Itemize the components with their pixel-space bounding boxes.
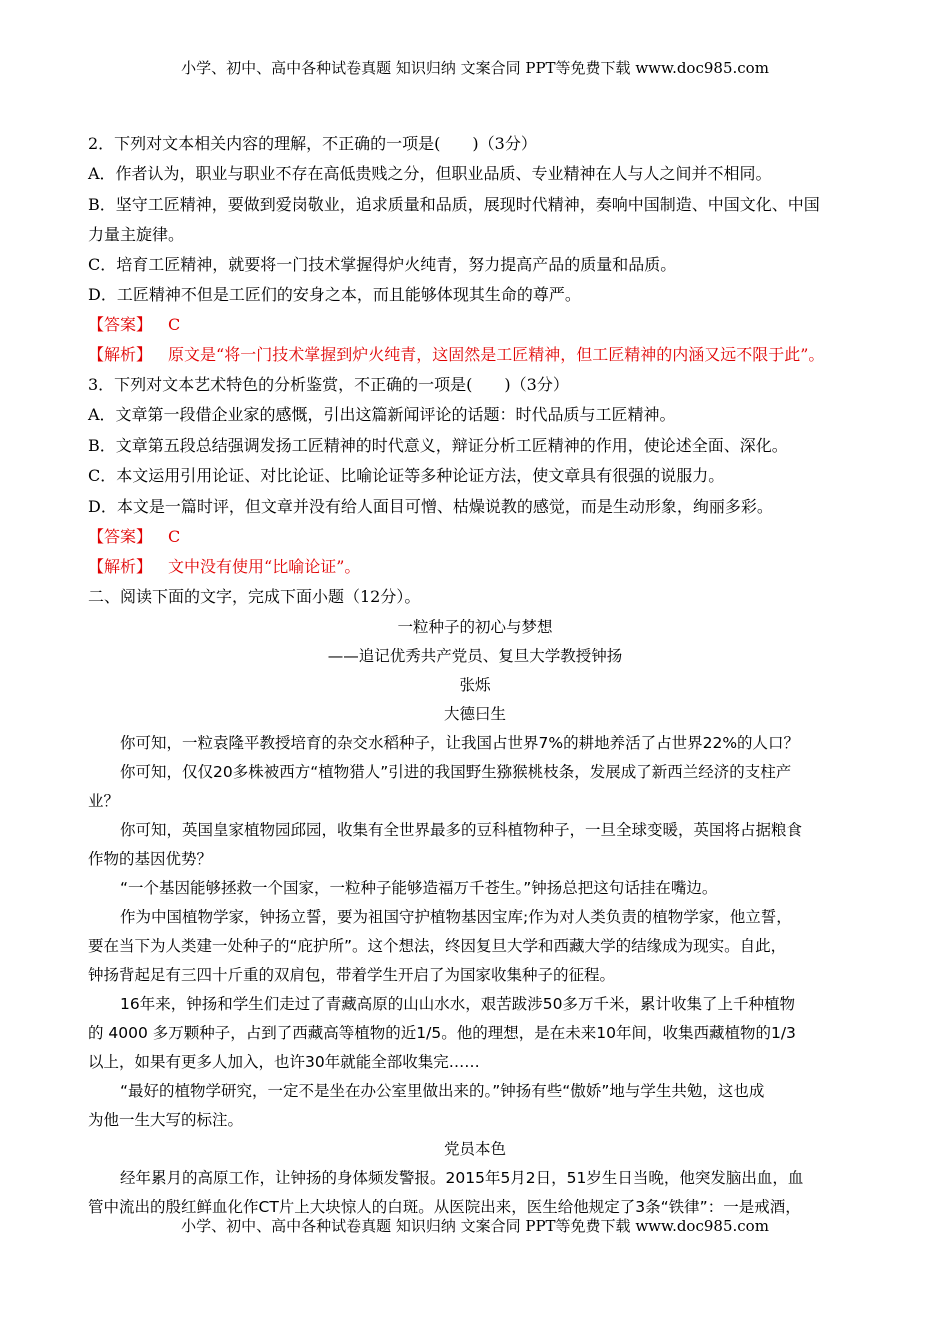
paragraph-cont: 以上，如果有更多人加入，也许30年就能全部收集完…… — [88, 1053, 480, 1071]
q3-option-b: B．文章第五段总结强调发扬工匠精神的时代意义，辩证分析工匠精神的作用，使论述全面、深化。 — [88, 436, 788, 455]
section2-heading: 二、阅读下面的文字，完成下面小题（12分）。 — [88, 587, 421, 606]
q3-option-d: D．本文是一篇时评，但文章并没有给人面目可憎、枯燥说教的感觉，而是生动形象，绚丽多彩。 — [88, 497, 773, 516]
paragraph-cont: 业？ — [88, 792, 120, 810]
paragraph-cont: 钟扬背起足有三四十斤重的双肩包，带着学生开启了为国家收集种子的征程。 — [88, 966, 616, 984]
article-title: 一粒种子的初心与梦想 — [397, 618, 553, 636]
paragraph: 作为中国植物学家，钟扬立誓，要为祖国守护植物基因宝库;作为对人类负责的植物学家，他立誓， — [120, 908, 792, 926]
article-author: 张烁 — [459, 676, 491, 694]
header-banner: 小学、初中、高中各种试卷真题 知识归纳 文案合同 PPT等免费下载 www.doc985.com — [181, 59, 769, 77]
analysis-text: 文中没有使用“比喻论证”。 — [168, 557, 361, 576]
analysis-text: 原文是“将一门技术掌握到炉火纯青，这固然是工匠精神，但工匠精神的内涵又远不限于此”。 — [168, 345, 825, 364]
answer-value: C — [168, 527, 181, 546]
q2-option-a: A．作者认为，职业与职业不存在高低贵贱之分，但职业品质、专业精神在人与人之间并不相同。 — [88, 164, 772, 183]
article-subhead: 大德曰生 — [443, 705, 506, 723]
q3-stem: 3．下列对文本艺术特色的分析鉴赏，不正确的一项是( )（3分） — [88, 375, 569, 394]
q3-option-c: C．本文运用引用论证、对比论证、比喻论证等多种论证方法，使文章具有很强的说服力。 — [88, 466, 725, 485]
paragraph-cont: 作物的基因优势？ — [88, 850, 213, 868]
paragraph-cont: 的 4000 多万颗种子，占到了西藏高等植物的近1/5。他的理想，是在未来10年间，收集西藏植物的1/3 — [88, 1024, 796, 1042]
paragraph: 16年来，钟扬和学生们走过了青藏高原的山山水水，艰苦跋涉50多万千米，累计收集了上千种植物 — [120, 995, 795, 1013]
article-subhead: 党员本色 — [443, 1140, 506, 1158]
paragraph-cont: 管中流出的殷红鲜血化作CT片上大块惊人的白斑。从医院出来，医生给他规定了3条“铁律”：一是戒酒， — [88, 1198, 801, 1216]
paragraph: 你可知，一粒袁隆平教授培育的杂交水稻种子，让我国占世界7%的耕地养活了占世界22%的人口？ — [120, 734, 800, 752]
paragraph: 你可知，英国皇家植物园邱园，收集有全世界最多的豆科植物种子，一旦全球变暖，英国将占据粮食 — [120, 821, 803, 839]
q2-analysis — [88, 345, 888, 365]
answer-value: C — [168, 315, 181, 334]
q2-option-d: D．工匠精神不但是工匠们的安身之本，而且能够体现其生命的尊严。 — [88, 285, 581, 304]
paragraph-cont: 为他一生大写的标注。 — [88, 1111, 244, 1129]
footer-banner: 小学、初中、高中各种试卷真题 知识归纳 文案合同 PPT等免费下载 www.doc985.com — [181, 1217, 769, 1235]
article-subtitle: ——追记优秀共产党员、复旦大学教授钟扬 — [327, 647, 623, 665]
q2-stem: 2．下列对文本相关内容的理解，不正确的一项是( )（3分） — [88, 134, 537, 153]
paragraph: “一个基因能够拯救一个国家，一粒种子能够造福万千苍生。”钟扬总把这句话挂在嘴边。 — [120, 879, 718, 897]
q3-option-a: A．文章第一段借企业家的感慨，引出这篇新闻评论的话题：时代品质与工匠精神。 — [88, 405, 676, 424]
q3-analysis — [88, 557, 888, 577]
answer-tag: 【答案】 — [88, 527, 153, 546]
analysis-tag: 【解析】 — [88, 345, 153, 364]
paragraph: 你可知，仅仅20多株被西方“植物猎人”引进的我国野生猕猴桃枝条，发展成了新西兰经济的支柱产 — [120, 763, 792, 781]
paragraph-cont: 要在当下为人类建一处种子的“庇护所”。这个想法，终因复旦大学和西藏大学的结缘成为现实。自此， — [88, 937, 787, 955]
paragraph: 经年累月的高原工作，让钟扬的身体频发警报。2015年5月2日，51岁生日当晚，他突发脑出血，血 — [120, 1169, 804, 1187]
q2-answer — [88, 315, 888, 335]
answer-tag: 【答案】 — [88, 315, 153, 334]
analysis-tag: 【解析】 — [88, 557, 153, 576]
q2-option-c: C．培育工匠精神，就要将一门技术掌握得炉火纯青，努力提高产品的质量和品质。 — [88, 255, 677, 274]
q2-option-b: B．坚守工匠精神，要做到爱岗敬业，追求质量和品质，展现时代精神，奏响中国制造、中国文化、中国 — [88, 195, 820, 214]
q2-option-b-cont: 力量主旋律。 — [88, 225, 185, 244]
paragraph: “最好的植物学研究，一定不是坐在办公室里做出来的。”钟扬有些“傲娇”地与学生共勉，这也成 — [120, 1082, 765, 1100]
q3-answer — [88, 527, 888, 547]
